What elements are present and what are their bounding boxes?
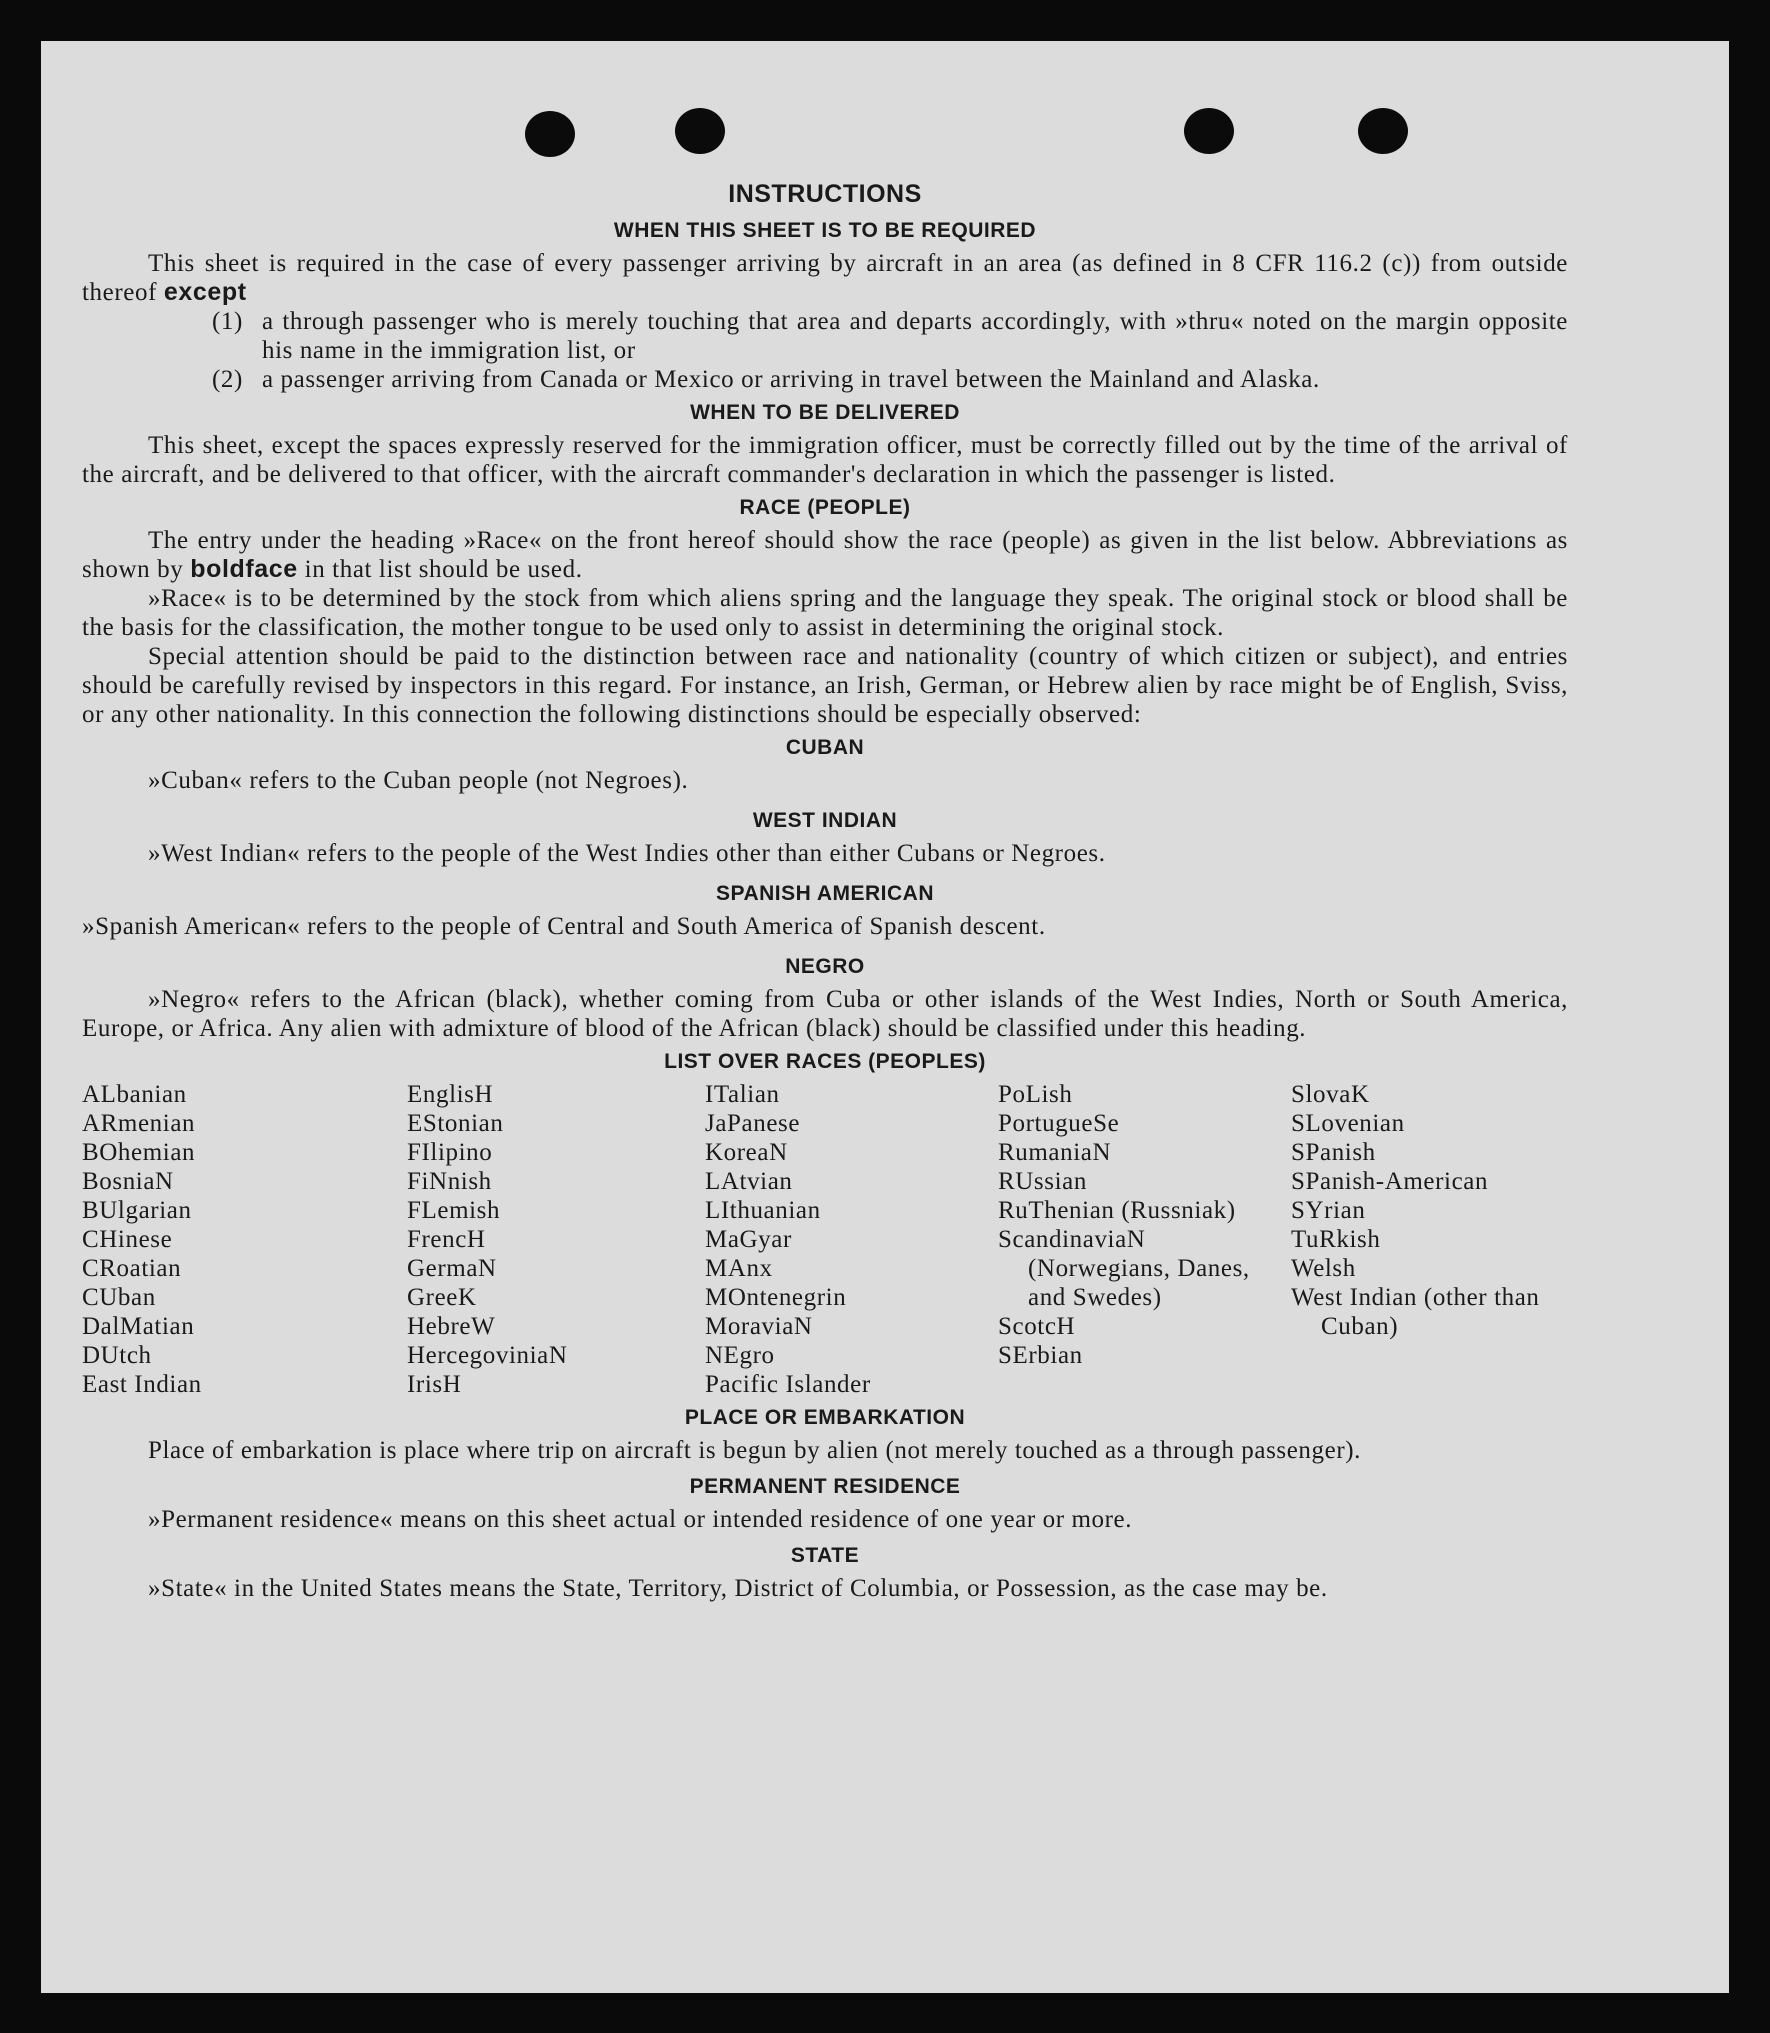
item-text: a through passenger who is merely touching that area and departs accordingly, with »thru« noted on the margin opposite his name in the immigration list, or — [262, 308, 1568, 364]
instructions-content — [82, 180, 1568, 1603]
section-heading: STATE — [790, 1544, 860, 1567]
race-entry: IrisH — [407, 1371, 462, 1398]
punch-hole — [1184, 108, 1234, 154]
paragraph-text: The entry under the heading »Race« on the front hereof should show the race (people) as given in the list below. Abbreviations as shown by — [82, 527, 1568, 583]
race-entry: ScotcH — [998, 1313, 1076, 1340]
race-entry: DUtch — [82, 1342, 152, 1369]
race-entry: ALbanian — [82, 1081, 187, 1108]
section-heading: NEGRO — [785, 955, 865, 978]
section-heading: WEST INDIAN — [752, 809, 898, 832]
paragraph — [82, 526, 1568, 584]
paragraph: »Race« is to be determined by the stock from which aliens spring and the language they speak. The original stock or blood shall be the basis for the classification, the mother tongue to be used only to assist in determining the original stock. — [82, 585, 1568, 641]
race-column — [82, 1080, 407, 1399]
list-item — [212, 365, 1568, 394]
paragraph: »Spanish American« refers to the people of Central and South America of Spanish descent. — [82, 913, 1046, 940]
race-entry: NEgro — [705, 1342, 775, 1369]
race-entry: KoreaN — [705, 1139, 788, 1166]
race-entry: HebreW — [407, 1313, 496, 1340]
race-entry: LIthuanian — [705, 1197, 821, 1224]
race-entry: Welsh — [1291, 1255, 1356, 1282]
section-heading: RACE (PEOPLE) — [739, 496, 911, 519]
race-entry: FiNnish — [407, 1168, 492, 1195]
section-heading: PERMANENT RESIDENCE — [689, 1475, 961, 1498]
item-number: (1) — [212, 308, 243, 335]
race-entry: EStonian — [407, 1110, 504, 1137]
paragraph — [82, 249, 1568, 307]
race-entry: SPanish — [1291, 1139, 1376, 1166]
section-heading: WHEN TO BE DELIVERED — [690, 401, 960, 424]
race-list — [82, 1080, 1568, 1399]
page-title: INSTRUCTIONS — [728, 180, 922, 208]
paragraph: »State« in the United States means the State, Territory, District of Columbia, or Possession, as the case may be. — [148, 1575, 1328, 1602]
race-entry: HercegoviniaN — [407, 1342, 568, 1369]
race-entry: MAnx — [705, 1255, 773, 1282]
race-entry: SlovaK — [1291, 1081, 1370, 1108]
race-entry: CUban — [82, 1284, 156, 1311]
race-entry: GermaN — [407, 1255, 497, 1282]
race-entry: DalMatian — [82, 1313, 195, 1340]
race-entry: MoraviaN — [705, 1313, 813, 1340]
punch-hole — [1358, 108, 1408, 154]
paragraph: »West Indian« refers to the people of the West Indies other than either Cubans or Negroes. — [148, 840, 1106, 867]
race-entry: MaGyar — [705, 1226, 792, 1253]
section-heading: SPANISH AMERICAN — [715, 882, 934, 905]
race-entry: SPanish-American — [1291, 1168, 1489, 1195]
race-entry: SErbian — [998, 1342, 1083, 1369]
punch-hole — [525, 111, 575, 157]
race-entry: CRoatian — [82, 1255, 182, 1282]
race-entry: PoLish — [998, 1081, 1073, 1108]
paragraph-text: in that list should be used. — [304, 556, 583, 583]
race-entry: BOhemian — [82, 1139, 196, 1166]
race-entry: ARmenian — [82, 1110, 196, 1137]
race-entry: FIlipino — [407, 1139, 493, 1166]
paragraph: »Negro« refers to the African (black), whether coming from Cuba or other islands of the West Indies, North or South America, Europe, or Africa. Any alien with admixture of blood of the African (black) should be classified under this heading. — [82, 986, 1568, 1042]
paragraph: »Cuban« refers to the Cuban people (not Negroes). — [148, 767, 689, 794]
paragraph: »Permanent residence« means on this sheet actual or intended residence of one year or more. — [148, 1506, 1133, 1533]
race-entry: BosniaN — [82, 1168, 174, 1195]
race-entry: Pacific Islander — [705, 1371, 871, 1398]
race-entry: ScandinaviaN (Norwegians, Danes, and Swedes) — [998, 1226, 1250, 1311]
race-column — [1291, 1080, 1568, 1399]
race-entry: RumaniaN — [998, 1139, 1112, 1166]
race-entry: SYrian — [1291, 1197, 1366, 1224]
paragraph-text: This sheet is required in the case of every passenger arriving by aircraft in an area (as defined in 8 CFR 116.2 (c)) from outside thereof — [82, 250, 1568, 306]
race-entry: BUlgarian — [82, 1197, 192, 1224]
paragraph: This sheet, except the spaces expressly reserved for the immigration officer, must be correctly filled out by the time of the arrival of the aircraft, and be delivered to that officer, with the aircraft commander's declaration in which the passenger is listed. — [82, 432, 1568, 488]
race-entry: GreeK — [407, 1284, 477, 1311]
race-entry: JaPanese — [705, 1110, 801, 1137]
race-entry: CHinese — [82, 1226, 173, 1253]
item-text: a passenger arriving from Canada or Mexico or arriving in travel between the Mainland and Alaska. — [262, 366, 1320, 393]
race-column — [998, 1080, 1291, 1399]
bold-text: boldface — [190, 555, 298, 583]
section-heading: PLACE OR EMBARKATION — [684, 1406, 966, 1429]
section-heading: CUBAN — [785, 736, 865, 759]
race-entry: PortugueSe — [998, 1110, 1120, 1137]
race-entry: EnglisH — [407, 1081, 494, 1108]
item-number: (2) — [212, 366, 243, 393]
race-column — [705, 1080, 998, 1399]
race-entry: West Indian (other than Cuban) — [1291, 1284, 1540, 1340]
race-entry: ITalian — [705, 1081, 780, 1108]
race-entry: SLovenian — [1291, 1110, 1405, 1137]
paragraph: Place of embarkation is place where trip on aircraft is begun by alien (not merely touched as a through passenger). — [148, 1437, 1362, 1464]
section-heading: LIST OVER RACES (PEOPLES) — [664, 1050, 986, 1073]
race-entry: FrencH — [407, 1226, 486, 1253]
race-entry: RUssian — [998, 1168, 1087, 1195]
section-heading: WHEN THIS SHEET IS TO BE REQUIRED — [613, 219, 1037, 242]
race-entry: East Indian — [82, 1371, 202, 1398]
punch-hole — [675, 108, 725, 154]
race-entry: TuRkish — [1291, 1226, 1381, 1253]
list-item — [212, 307, 1568, 365]
race-entry: LAtvian — [705, 1168, 793, 1195]
race-column — [407, 1080, 705, 1399]
race-entry: RuThenian (Russniak) — [998, 1197, 1236, 1224]
bold-text: except — [163, 278, 247, 306]
race-entry: MOntenegrin — [705, 1284, 847, 1311]
race-entry: FLemish — [407, 1197, 501, 1224]
paragraph: Special attention should be paid to the distinction between race and nationality (country of which citizen or subject), and entries should be carefully revised by inspectors in this regard. For instance, an Irish, German, or Hebrew alien by race might be of English, Sviss, or any other nationality. In this connection the following distinctions should be especially observed: — [82, 643, 1568, 728]
